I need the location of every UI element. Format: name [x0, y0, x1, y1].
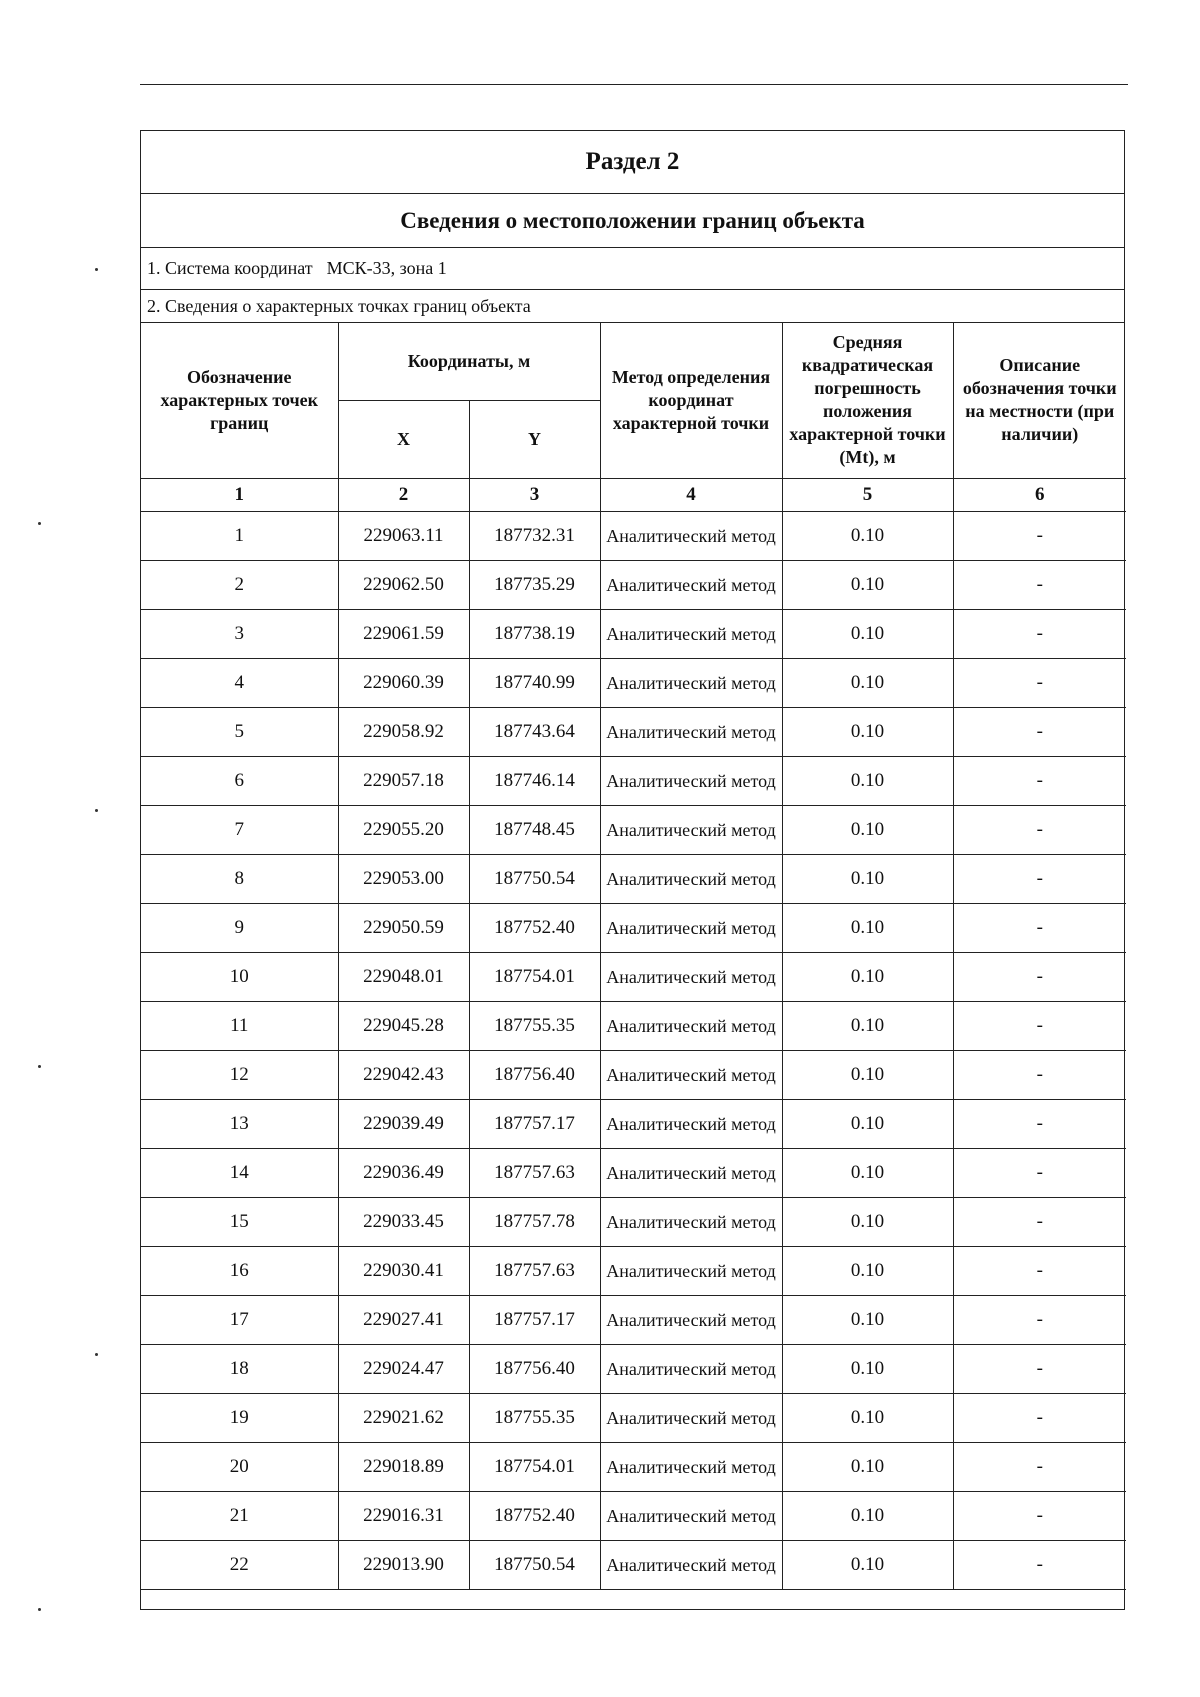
scan-speck — [38, 1065, 41, 1068]
point-x: 229030.41 — [338, 1246, 469, 1295]
point-id: 22 — [141, 1540, 338, 1589]
point-method: Аналитический метод — [600, 1001, 782, 1050]
point-mt: 0.10 — [782, 658, 953, 707]
column-number: 1 — [141, 478, 338, 511]
point-description: - — [953, 511, 1126, 560]
table-row — [141, 1295, 1126, 1344]
header-y: Y — [469, 400, 600, 478]
point-x: 229013.90 — [338, 1540, 469, 1589]
point-y: 187752.40 — [469, 903, 600, 952]
point-mt: 0.10 — [782, 707, 953, 756]
column-number: 2 — [338, 478, 469, 511]
point-mt: 0.10 — [782, 1001, 953, 1050]
point-x: 229053.00 — [338, 854, 469, 903]
point-x: 229045.28 — [338, 1001, 469, 1050]
point-y: 187743.64 — [469, 707, 600, 756]
points-heading: 2. Сведения о характерных точках границ объекта — [141, 290, 1124, 323]
point-method: Аналитический метод — [600, 511, 782, 560]
scan-speck — [38, 522, 41, 525]
point-method: Аналитический метод — [600, 1148, 782, 1197]
table-row — [141, 1050, 1126, 1099]
scan-speck — [95, 1353, 98, 1356]
table-row — [141, 854, 1126, 903]
point-y: 187757.63 — [469, 1148, 600, 1197]
point-mt: 0.10 — [782, 1393, 953, 1442]
point-id: 1 — [141, 511, 338, 560]
point-method: Аналитический метод — [600, 609, 782, 658]
point-id: 17 — [141, 1295, 338, 1344]
point-y: 187732.31 — [469, 511, 600, 560]
point-mt: 0.10 — [782, 1344, 953, 1393]
point-id: 7 — [141, 805, 338, 854]
point-id: 12 — [141, 1050, 338, 1099]
point-description: - — [953, 707, 1126, 756]
point-mt: 0.10 — [782, 854, 953, 903]
point-description: - — [953, 1001, 1126, 1050]
point-method: Аналитический метод — [600, 1540, 782, 1589]
point-id: 8 — [141, 854, 338, 903]
point-y: 187750.54 — [469, 1540, 600, 1589]
point-id: 13 — [141, 1099, 338, 1148]
point-x: 229048.01 — [338, 952, 469, 1001]
point-x: 229016.31 — [338, 1491, 469, 1540]
point-method: Аналитический метод — [600, 805, 782, 854]
point-id: 4 — [141, 658, 338, 707]
header-rule — [140, 84, 1128, 85]
point-description: - — [953, 658, 1126, 707]
point-id: 19 — [141, 1393, 338, 1442]
point-y: 187735.29 — [469, 560, 600, 609]
point-mt: 0.10 — [782, 1491, 953, 1540]
point-method: Аналитический метод — [600, 1491, 782, 1540]
point-y: 187750.54 — [469, 854, 600, 903]
point-id: 20 — [141, 1442, 338, 1491]
point-method: Аналитический метод — [600, 1295, 782, 1344]
point-description: - — [953, 903, 1126, 952]
section-title: Раздел 2 — [141, 131, 1124, 194]
point-y: 187756.40 — [469, 1344, 600, 1393]
point-description: - — [953, 560, 1126, 609]
header-error: Средняя квадратическая погрешность положения характерной точки (Mt), м — [782, 323, 953, 478]
point-mt: 0.10 — [782, 1148, 953, 1197]
point-mt: 0.10 — [782, 1540, 953, 1589]
point-mt: 0.10 — [782, 805, 953, 854]
table-row — [141, 756, 1126, 805]
table-row — [141, 609, 1126, 658]
point-description: - — [953, 1295, 1126, 1344]
point-y: 187757.78 — [469, 1197, 600, 1246]
header-method: Метод определения координат характерной точки — [600, 323, 782, 478]
point-x: 229062.50 — [338, 560, 469, 609]
point-y: 187754.01 — [469, 952, 600, 1001]
table-row — [141, 952, 1126, 1001]
header-description: Описание обозначения точки на местности (при наличии) — [953, 323, 1126, 478]
point-method: Аналитический метод — [600, 1442, 782, 1491]
point-id: 10 — [141, 952, 338, 1001]
table-row — [141, 903, 1126, 952]
point-description: - — [953, 1246, 1126, 1295]
table-row — [141, 1246, 1126, 1295]
scan-speck — [95, 268, 98, 271]
point-x: 229063.11 — [338, 511, 469, 560]
point-id: 21 — [141, 1491, 338, 1540]
point-x: 229060.39 — [338, 658, 469, 707]
table-header-row — [141, 323, 1126, 400]
point-mt: 0.10 — [782, 1442, 953, 1491]
point-method: Аналитический метод — [600, 1099, 782, 1148]
table-row — [141, 511, 1126, 560]
table-row — [141, 1197, 1126, 1246]
point-method: Аналитический метод — [600, 1393, 782, 1442]
point-x: 229036.49 — [338, 1148, 469, 1197]
point-mt: 0.10 — [782, 511, 953, 560]
column-number: 6 — [953, 478, 1126, 511]
table-end-cell — [141, 1589, 1126, 1609]
point-id: 9 — [141, 903, 338, 952]
point-y: 187754.01 — [469, 1442, 600, 1491]
point-description: - — [953, 1099, 1126, 1148]
column-number: 4 — [600, 478, 782, 511]
point-mt: 0.10 — [782, 952, 953, 1001]
point-method: Аналитический метод — [600, 756, 782, 805]
column-number: 3 — [469, 478, 600, 511]
point-id: 15 — [141, 1197, 338, 1246]
point-description: - — [953, 1050, 1126, 1099]
point-y: 187748.45 — [469, 805, 600, 854]
table-row — [141, 1099, 1126, 1148]
point-description: - — [953, 1197, 1126, 1246]
table-row — [141, 1344, 1126, 1393]
coordinate-system-label: 1. Система координат — [147, 258, 313, 278]
table-row — [141, 1442, 1126, 1491]
point-description: - — [953, 1442, 1126, 1491]
point-method: Аналитический метод — [600, 903, 782, 952]
table-row — [141, 560, 1126, 609]
point-description: - — [953, 609, 1126, 658]
point-x: 229050.59 — [338, 903, 469, 952]
point-x: 229027.41 — [338, 1295, 469, 1344]
point-x: 229057.18 — [338, 756, 469, 805]
column-number-row — [141, 478, 1126, 511]
point-y: 187738.19 — [469, 609, 600, 658]
point-x: 229039.49 — [338, 1099, 469, 1148]
point-x: 229033.45 — [338, 1197, 469, 1246]
point-x: 229042.43 — [338, 1050, 469, 1099]
point-mt: 0.10 — [782, 609, 953, 658]
point-method: Аналитический метод — [600, 854, 782, 903]
header-designation: Обозначение характерных точек границ — [141, 323, 338, 478]
point-id: 6 — [141, 756, 338, 805]
point-description: - — [953, 1540, 1126, 1589]
point-method: Аналитический метод — [600, 952, 782, 1001]
point-y: 187757.63 — [469, 1246, 600, 1295]
point-method: Аналитический метод — [600, 658, 782, 707]
scan-speck — [95, 809, 98, 812]
point-id: 18 — [141, 1344, 338, 1393]
point-method: Аналитический метод — [600, 1050, 782, 1099]
point-y: 187752.40 — [469, 1491, 600, 1540]
point-description: - — [953, 805, 1126, 854]
point-id: 5 — [141, 707, 338, 756]
point-mt: 0.10 — [782, 903, 953, 952]
point-id: 14 — [141, 1148, 338, 1197]
table-row — [141, 707, 1126, 756]
boundary-points-table — [141, 323, 1126, 1609]
point-description: - — [953, 756, 1126, 805]
column-number: 5 — [782, 478, 953, 511]
point-rows — [141, 511, 1126, 1589]
point-x: 229021.62 — [338, 1393, 469, 1442]
point-mt: 0.10 — [782, 1099, 953, 1148]
point-y: 187755.35 — [469, 1001, 600, 1050]
table-row — [141, 1001, 1126, 1050]
coordinate-system-line — [141, 248, 1124, 290]
point-description: - — [953, 1148, 1126, 1197]
point-description: - — [953, 1491, 1126, 1540]
point-method: Аналитический метод — [600, 1246, 782, 1295]
point-method: Аналитический метод — [600, 1197, 782, 1246]
point-y: 187757.17 — [469, 1099, 600, 1148]
point-x: 229018.89 — [338, 1442, 469, 1491]
point-x: 229058.92 — [338, 707, 469, 756]
point-mt: 0.10 — [782, 1050, 953, 1099]
point-mt: 0.10 — [782, 1197, 953, 1246]
header-x: X — [338, 400, 469, 478]
table-end-row — [141, 1589, 1126, 1609]
point-method: Аналитический метод — [600, 1344, 782, 1393]
point-mt: 0.10 — [782, 756, 953, 805]
section-subtitle: Сведения о местоположении границ объекта — [141, 194, 1124, 248]
table-row — [141, 658, 1126, 707]
point-description: - — [953, 1393, 1126, 1442]
point-x: 229055.20 — [338, 805, 469, 854]
header-coordinates: Координаты, м — [338, 323, 600, 400]
point-mt: 0.10 — [782, 1246, 953, 1295]
point-id: 3 — [141, 609, 338, 658]
point-x: 229024.47 — [338, 1344, 469, 1393]
point-description: - — [953, 854, 1126, 903]
point-description: - — [953, 1344, 1126, 1393]
point-id: 11 — [141, 1001, 338, 1050]
table-row — [141, 1393, 1126, 1442]
point-y: 187757.17 — [469, 1295, 600, 1344]
point-method: Аналитический метод — [600, 560, 782, 609]
point-method: Аналитический метод — [600, 707, 782, 756]
point-y: 187756.40 — [469, 1050, 600, 1099]
point-description: - — [953, 952, 1126, 1001]
point-mt: 0.10 — [782, 1295, 953, 1344]
point-y: 187746.14 — [469, 756, 600, 805]
point-mt: 0.10 — [782, 560, 953, 609]
table-row — [141, 1491, 1126, 1540]
point-y: 187740.99 — [469, 658, 600, 707]
coordinate-system-value: МСК-33, зона 1 — [326, 258, 447, 278]
scan-speck — [38, 1608, 41, 1611]
section-sheet — [140, 130, 1125, 1610]
point-x: 229061.59 — [338, 609, 469, 658]
table-row — [141, 1148, 1126, 1197]
point-id: 2 — [141, 560, 338, 609]
table-row — [141, 805, 1126, 854]
point-y: 187755.35 — [469, 1393, 600, 1442]
table-row — [141, 1540, 1126, 1589]
point-id: 16 — [141, 1246, 338, 1295]
